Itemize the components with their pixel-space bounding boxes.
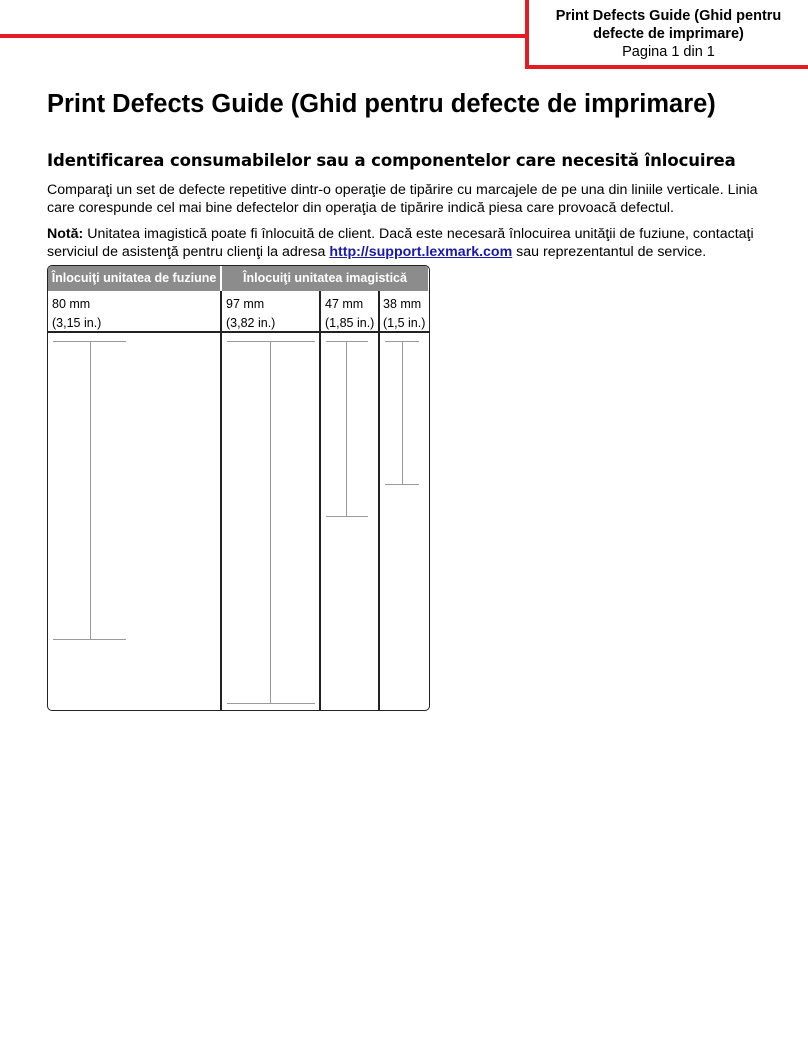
imaging-38mm-cell (383, 295, 425, 333)
note-text-before: Unitatea imagistică poate fi înlocuită de client. Dacă este necesară înlocuirea unităţii de fuziune, contactaţi serviciul de asistenţă pentru clienţi la adresa (47, 226, 754, 260)
note-text-after: sau reprezentantul de service. (512, 243, 707, 260)
ruler-38mm-bottom-mark (385, 484, 419, 485)
header-replace-fuser: Înlocuiţi unitatea de fuziune (48, 266, 220, 291)
measure-inches: (1,5 in.) (383, 316, 426, 330)
intro-paragraph: Comparaţi un set de defecte repetitive dintr-o operaţie de tipărire cu marcajele de pe una din liniile verticale. Linia care corespunde cel mai bine defectelor din operaţia de tipărire indică piesa care provoacă defectul. (47, 182, 758, 216)
column-separator (378, 291, 380, 711)
imaging-97mm-cell (226, 295, 275, 333)
measure-mm: 47 mm (325, 297, 364, 311)
section-subtitle: Identificarea consumabilelor sau a componentelor care necesită înlocuirea (47, 151, 736, 170)
page-title: Print Defects Guide (Ghid pentru defecte de imprimare) (47, 90, 716, 118)
page-header-box (525, 0, 808, 69)
ruler-80mm-bottom-mark (53, 639, 126, 640)
ruler-47mm-line (346, 341, 347, 516)
measure-mm: 38 mm (383, 297, 422, 311)
ruler-80mm-line (90, 341, 91, 639)
header-title-line1: Print Defects Guide (Ghid pentru (555, 8, 782, 24)
column-separator (319, 291, 321, 711)
support-link[interactable]: http://support.lexmark.com (329, 243, 513, 260)
header-title-line2: defecte de imprimare) (593, 26, 744, 42)
ruler-97mm-line (270, 341, 271, 703)
defect-ruler-table (47, 265, 430, 711)
measure-mm: 97 mm (226, 297, 265, 311)
ruler-38mm-line (402, 341, 403, 484)
column-separator (220, 291, 222, 711)
header-red-rule (0, 34, 526, 38)
measure-inches: (3,15 in.) (52, 316, 102, 330)
ruler-47mm-top-mark (326, 341, 368, 342)
note-label: Notă: (47, 226, 84, 242)
header-page-number: Pagina 1 din 1 (622, 44, 715, 60)
header-replace-imaging-unit: Înlocuiţi unitatea imagistică (222, 266, 428, 291)
measure-inches: (3,82 in.) (226, 316, 276, 330)
measure-inches: (1,85 in.) (325, 316, 375, 330)
measure-mm: 80 mm (52, 297, 91, 311)
ruler-97mm-bottom-mark (227, 703, 315, 704)
fuser-80mm-cell (52, 295, 101, 333)
note-paragraph (47, 226, 777, 261)
imaging-47mm-cell (325, 295, 374, 333)
ruler-97mm-top-mark (227, 341, 315, 342)
ruler-47mm-bottom-mark (326, 516, 368, 517)
